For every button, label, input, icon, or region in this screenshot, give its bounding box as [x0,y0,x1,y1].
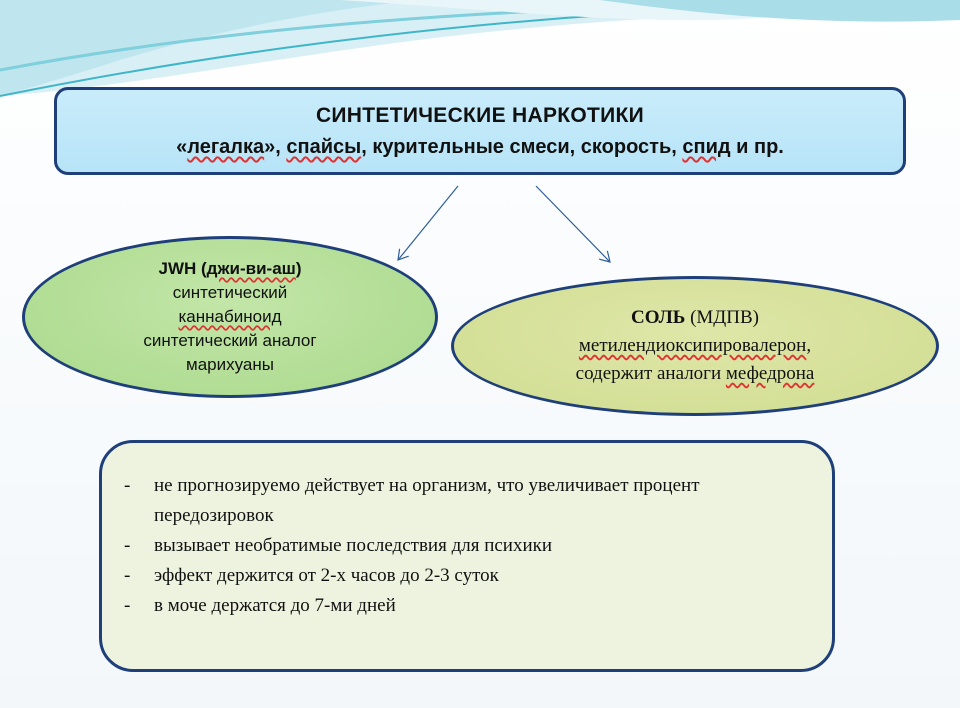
jwh-line: синтетический аналог [143,331,317,350]
effect-item: - в моче держатся до 7-ми дней [120,591,802,621]
effects-box [99,440,835,672]
jwh-line: марихуаны [186,355,274,374]
jwh-heading: JWH (джи-ви-аш) [158,259,302,278]
arrow-to-sol [536,186,610,262]
arrow-to-jwh [398,186,458,260]
title-subheading: «легалка», спайсы, курительные смеси, скорость, спид и пр. [176,136,784,158]
jwh-node [22,236,438,398]
sol-line: содержит аналоги мефедрона [575,363,815,384]
title-box [54,87,906,175]
effect-item: - эффект держится от 2-х часов до 2-3 суток [120,561,802,591]
effect-item: - не прогнозируемо действует на организм, что увеличивает процент передозировок [120,471,802,531]
sol-heading: СОЛЬ (МДПВ) [631,307,759,328]
jwh-line: каннабиноид [178,307,282,326]
sol-line: метилендиоксипировалерон, [578,335,812,356]
effect-item: - вызывает необратимые последствия для психики [120,531,802,561]
title-heading: СИНТЕТИЧЕСКИЕ НАРКОТИКИ [315,104,645,127]
effects-list [102,443,832,621]
jwh-line: синтетический [172,283,288,302]
sol-node [451,276,939,416]
